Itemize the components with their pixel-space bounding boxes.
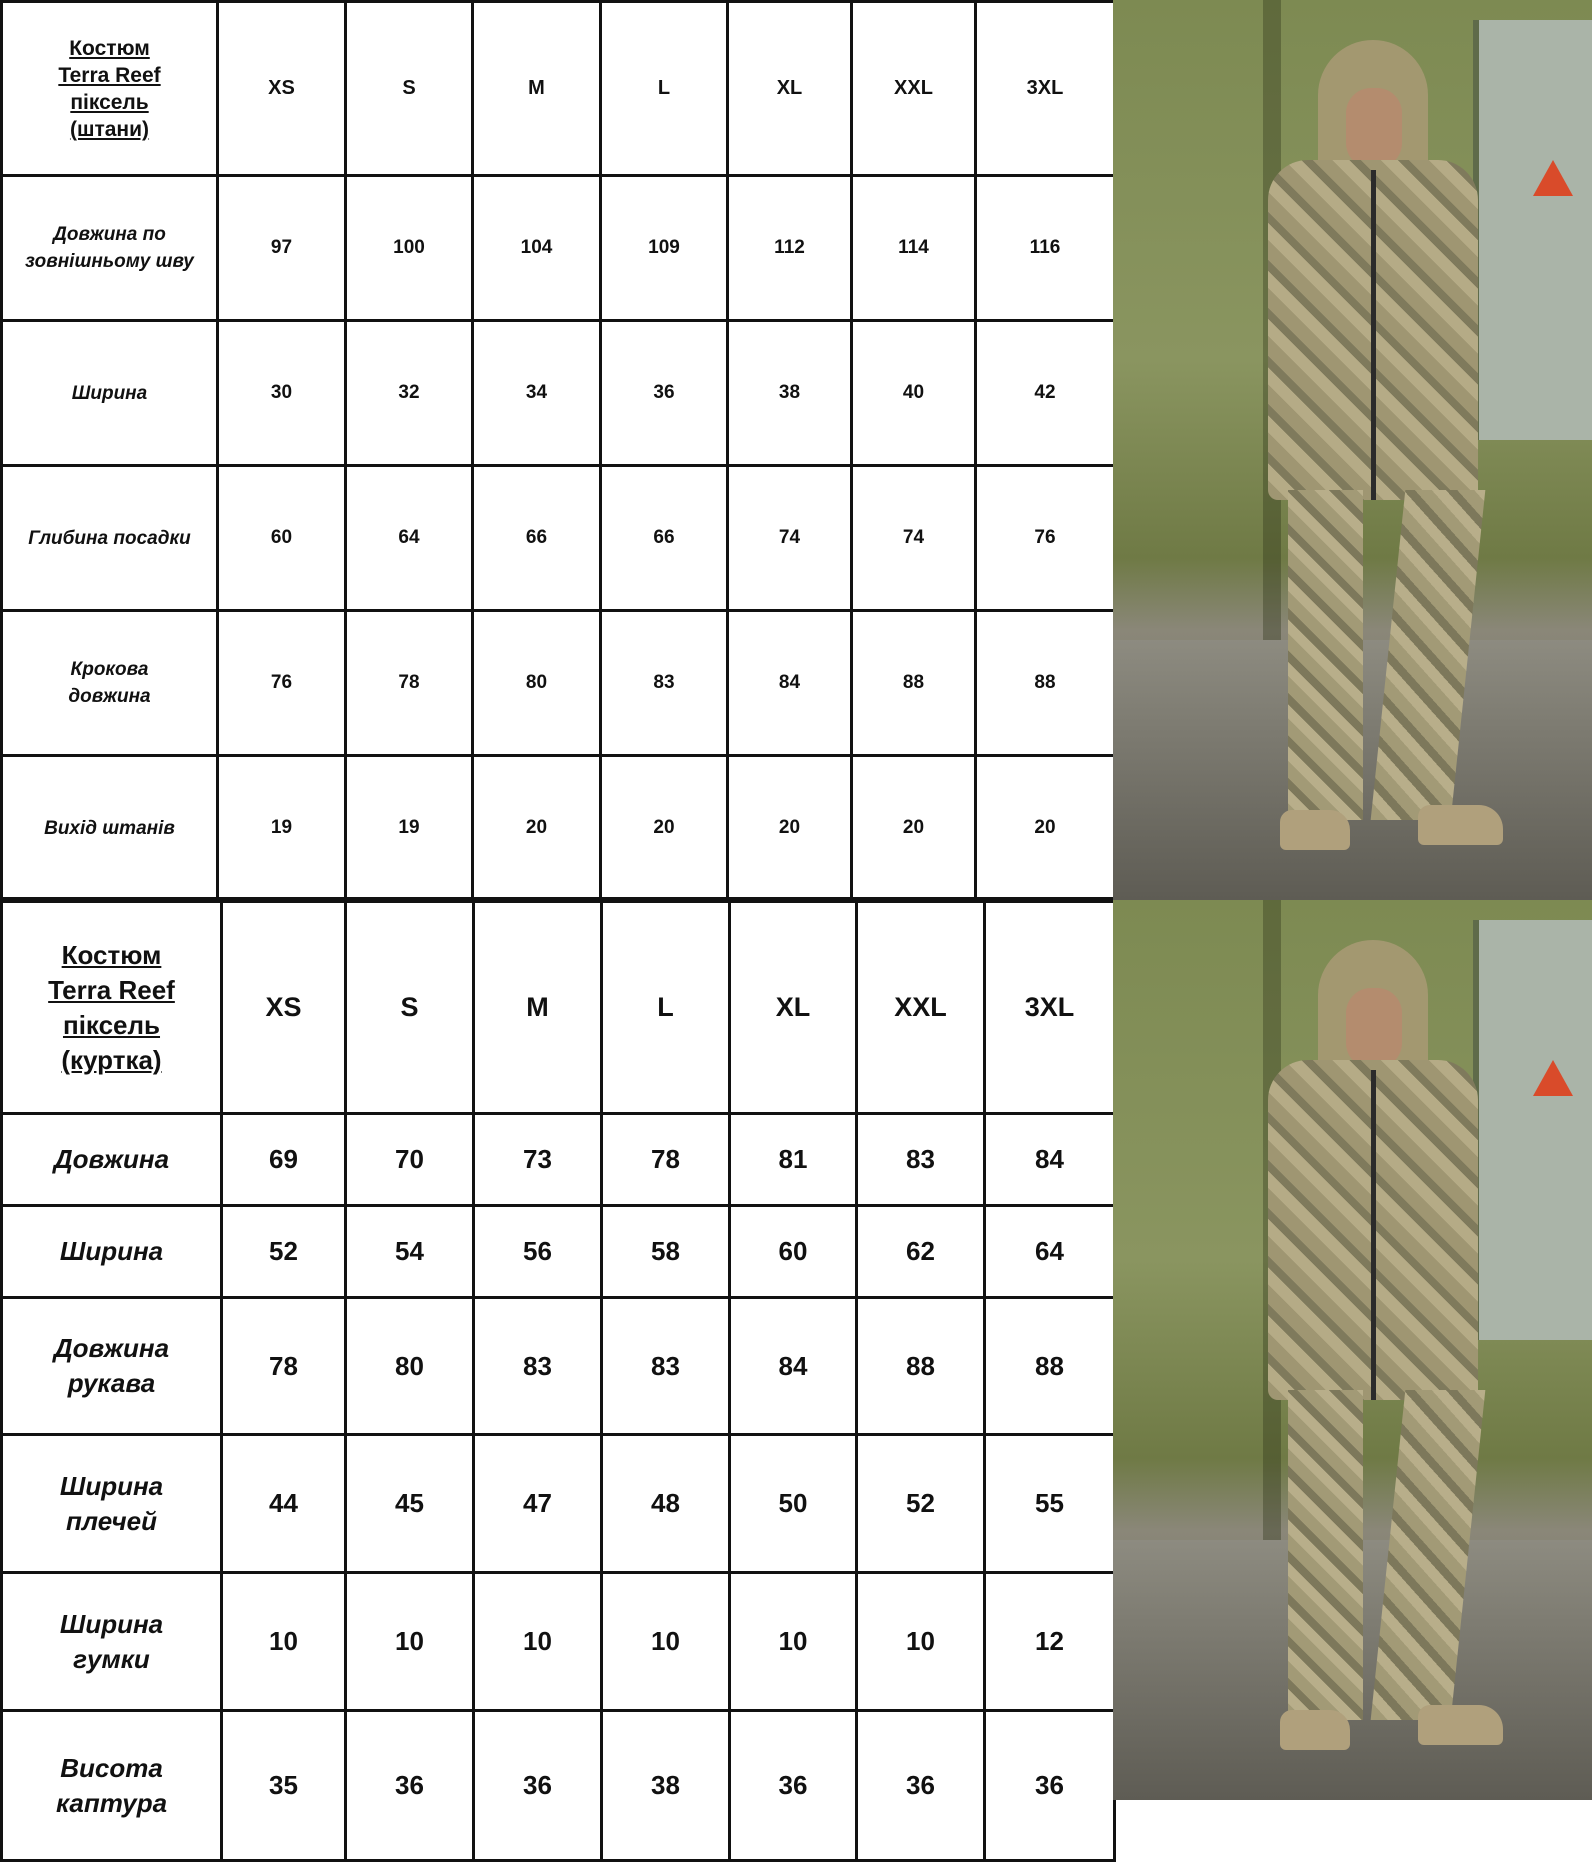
size-header-l: L [602, 902, 730, 1114]
table-cell: 56 [474, 1206, 602, 1298]
table-cell: 47 [474, 1435, 602, 1573]
row-label: Ширина [2, 1206, 222, 1298]
table-cell: 78 [222, 1298, 346, 1435]
table-cell: 76 [976, 466, 1115, 611]
table-cell: 35 [222, 1711, 346, 1861]
pants-title-line: Terra Reef [58, 63, 161, 87]
table-cell: 38 [728, 321, 852, 466]
table-row [2, 756, 1115, 901]
pants-header-row [2, 2, 1115, 176]
jacket-title-line: Костюм [61, 939, 162, 970]
table-cell: 58 [602, 1206, 730, 1298]
table-cell: 74 [728, 466, 852, 611]
pants-size-section [0, 0, 1592, 900]
table-cell: 100 [346, 176, 473, 321]
row-label-line: зовнішньому шву [25, 251, 194, 272]
camo-pants-right [1371, 490, 1486, 820]
camo-pants-right [1371, 1390, 1486, 1720]
table-cell: 64 [985, 1206, 1115, 1298]
table-cell: 20 [728, 756, 852, 901]
table-cell: 69 [222, 1114, 346, 1206]
table-cell: 30 [218, 321, 346, 466]
jacket-title-line: Terra Reef [48, 974, 175, 1005]
jacket-size-table [0, 900, 1116, 1862]
table-cell: 84 [730, 1298, 857, 1435]
row-label: Ширина [2, 321, 218, 466]
table-cell: 36 [730, 1711, 857, 1861]
table-cell: 36 [346, 1711, 474, 1861]
table-row [2, 1298, 1115, 1435]
table-cell: 114 [852, 176, 976, 321]
table-row [2, 321, 1115, 466]
size-header-xl: XL [730, 902, 857, 1114]
table-cell: 19 [346, 756, 473, 901]
size-header-m: M [474, 902, 602, 1114]
table-cell: 10 [602, 1573, 730, 1711]
table-cell: 88 [976, 611, 1115, 756]
table-cell: 60 [730, 1206, 857, 1298]
row-label-line: рукава [67, 1368, 156, 1398]
table-cell: 83 [857, 1114, 985, 1206]
table-cell: 48 [602, 1435, 730, 1573]
table-row [2, 1711, 1115, 1861]
table-cell: 40 [852, 321, 976, 466]
size-header-xs: XS [222, 902, 346, 1114]
boot-right [1418, 1705, 1503, 1745]
model-photo-jacket [1113, 900, 1592, 1800]
model-photo-pants [1113, 0, 1592, 900]
row-label-line: Ширина [59, 1470, 164, 1501]
table-cell: 97 [218, 176, 346, 321]
table-cell: 78 [602, 1114, 730, 1206]
table-cell: 64 [346, 466, 473, 611]
table-cell: 83 [601, 611, 728, 756]
table-cell: 83 [474, 1298, 602, 1435]
row-label [2, 611, 218, 756]
face [1346, 988, 1402, 1068]
jacket-table-title [2, 902, 222, 1114]
table-row [2, 1206, 1115, 1298]
table-cell: 116 [976, 176, 1115, 321]
table-cell: 81 [730, 1114, 857, 1206]
camo-pants-left [1288, 490, 1363, 820]
table-cell: 54 [346, 1206, 474, 1298]
table-cell: 78 [346, 611, 473, 756]
table-cell: 88 [852, 611, 976, 756]
boot-left [1280, 810, 1350, 850]
table-cell: 36 [474, 1711, 602, 1861]
jacket-header-row [2, 902, 1115, 1114]
row-label [2, 1435, 222, 1573]
table-cell: 80 [346, 1298, 474, 1435]
table-cell: 88 [857, 1298, 985, 1435]
jacket-title-line: (куртка) [61, 1044, 162, 1075]
row-label: Глибина посадки [2, 466, 218, 611]
row-label-line: Висота [60, 1752, 163, 1783]
table-cell: 88 [985, 1298, 1115, 1435]
table-cell: 36 [857, 1711, 985, 1861]
boot-right [1418, 805, 1503, 845]
row-label: Вихід штанів [2, 756, 218, 901]
table-cell: 19 [218, 756, 346, 901]
table-cell: 10 [857, 1573, 985, 1711]
table-cell: 10 [222, 1573, 346, 1711]
table-cell: 70 [346, 1114, 474, 1206]
table-cell: 10 [730, 1573, 857, 1711]
table-cell: 12 [985, 1573, 1115, 1711]
table-cell: 36 [985, 1711, 1115, 1861]
table-cell: 109 [601, 176, 728, 321]
row-label-line: каптура [55, 1787, 168, 1818]
table-cell: 36 [601, 321, 728, 466]
row-label-line: Ширина [59, 1608, 164, 1639]
table-cell: 45 [346, 1435, 474, 1573]
table-row [2, 466, 1115, 611]
table-cell: 20 [852, 756, 976, 901]
boot-left [1280, 1710, 1350, 1750]
table-cell: 52 [222, 1206, 346, 1298]
table-cell: 104 [473, 176, 601, 321]
table-cell: 66 [601, 466, 728, 611]
table-cell: 84 [728, 611, 852, 756]
table-row [2, 1573, 1115, 1711]
size-header-l: L [601, 2, 728, 176]
face [1346, 88, 1402, 168]
pants-title-line: піксель [70, 90, 149, 114]
table-row [2, 611, 1115, 756]
model-figure [1228, 40, 1518, 880]
table-cell: 66 [473, 466, 601, 611]
table-row [2, 1435, 1115, 1573]
row-label [2, 176, 218, 321]
table-cell: 62 [857, 1206, 985, 1298]
row-label-line: плечей [65, 1505, 158, 1536]
row-label-line: Довжина [53, 1333, 170, 1363]
table-cell: 50 [730, 1435, 857, 1573]
size-header-m: M [473, 2, 601, 176]
table-cell: 52 [857, 1435, 985, 1573]
pants-title-line: Костюм [69, 36, 150, 60]
table-cell: 44 [222, 1435, 346, 1573]
size-header-s: S [346, 2, 473, 176]
table-cell: 112 [728, 176, 852, 321]
size-header-xxl: XXL [852, 2, 976, 176]
model-figure [1228, 940, 1518, 1780]
table-row [2, 176, 1115, 321]
size-header-xxl: XXL [857, 902, 985, 1114]
pants-title-line: (штани) [69, 117, 150, 141]
table-cell: 20 [601, 756, 728, 901]
row-label [2, 1711, 222, 1861]
jacket-size-section [0, 900, 1592, 1818]
zipper [1371, 1070, 1376, 1400]
size-header-xs: XS [218, 2, 346, 176]
size-header-3xl: 3XL [976, 2, 1115, 176]
table-cell: 42 [976, 321, 1115, 466]
zipper [1371, 170, 1376, 500]
jacket-title-line: піксель [62, 1009, 161, 1040]
camo-pants-left [1288, 1390, 1363, 1720]
size-header-3xl: 3XL [985, 902, 1115, 1114]
pants-size-table [0, 0, 1116, 902]
table-cell: 20 [473, 756, 601, 901]
table-cell: 76 [218, 611, 346, 756]
row-label [2, 1298, 222, 1435]
table-cell: 74 [852, 466, 976, 611]
table-cell: 20 [976, 756, 1115, 901]
table-cell: 34 [473, 321, 601, 466]
table-cell: 38 [602, 1711, 730, 1861]
table-row [2, 1114, 1115, 1206]
row-label-line: гумки [73, 1643, 150, 1674]
table-cell: 55 [985, 1435, 1115, 1573]
table-cell: 83 [602, 1298, 730, 1435]
row-label-line: Довжина по [53, 224, 166, 245]
row-label: Довжина [2, 1114, 222, 1206]
table-cell: 10 [346, 1573, 474, 1711]
size-header-s: S [346, 902, 474, 1114]
table-cell: 10 [474, 1573, 602, 1711]
pants-table-title [2, 2, 218, 176]
row-label-line: Крокова [70, 659, 149, 680]
size-header-xl: XL [728, 2, 852, 176]
table-cell: 60 [218, 466, 346, 611]
table-cell: 84 [985, 1114, 1115, 1206]
table-cell: 73 [474, 1114, 602, 1206]
row-label [2, 1573, 222, 1711]
table-cell: 80 [473, 611, 601, 756]
row-label-line: довжина [68, 686, 151, 707]
table-cell: 32 [346, 321, 473, 466]
